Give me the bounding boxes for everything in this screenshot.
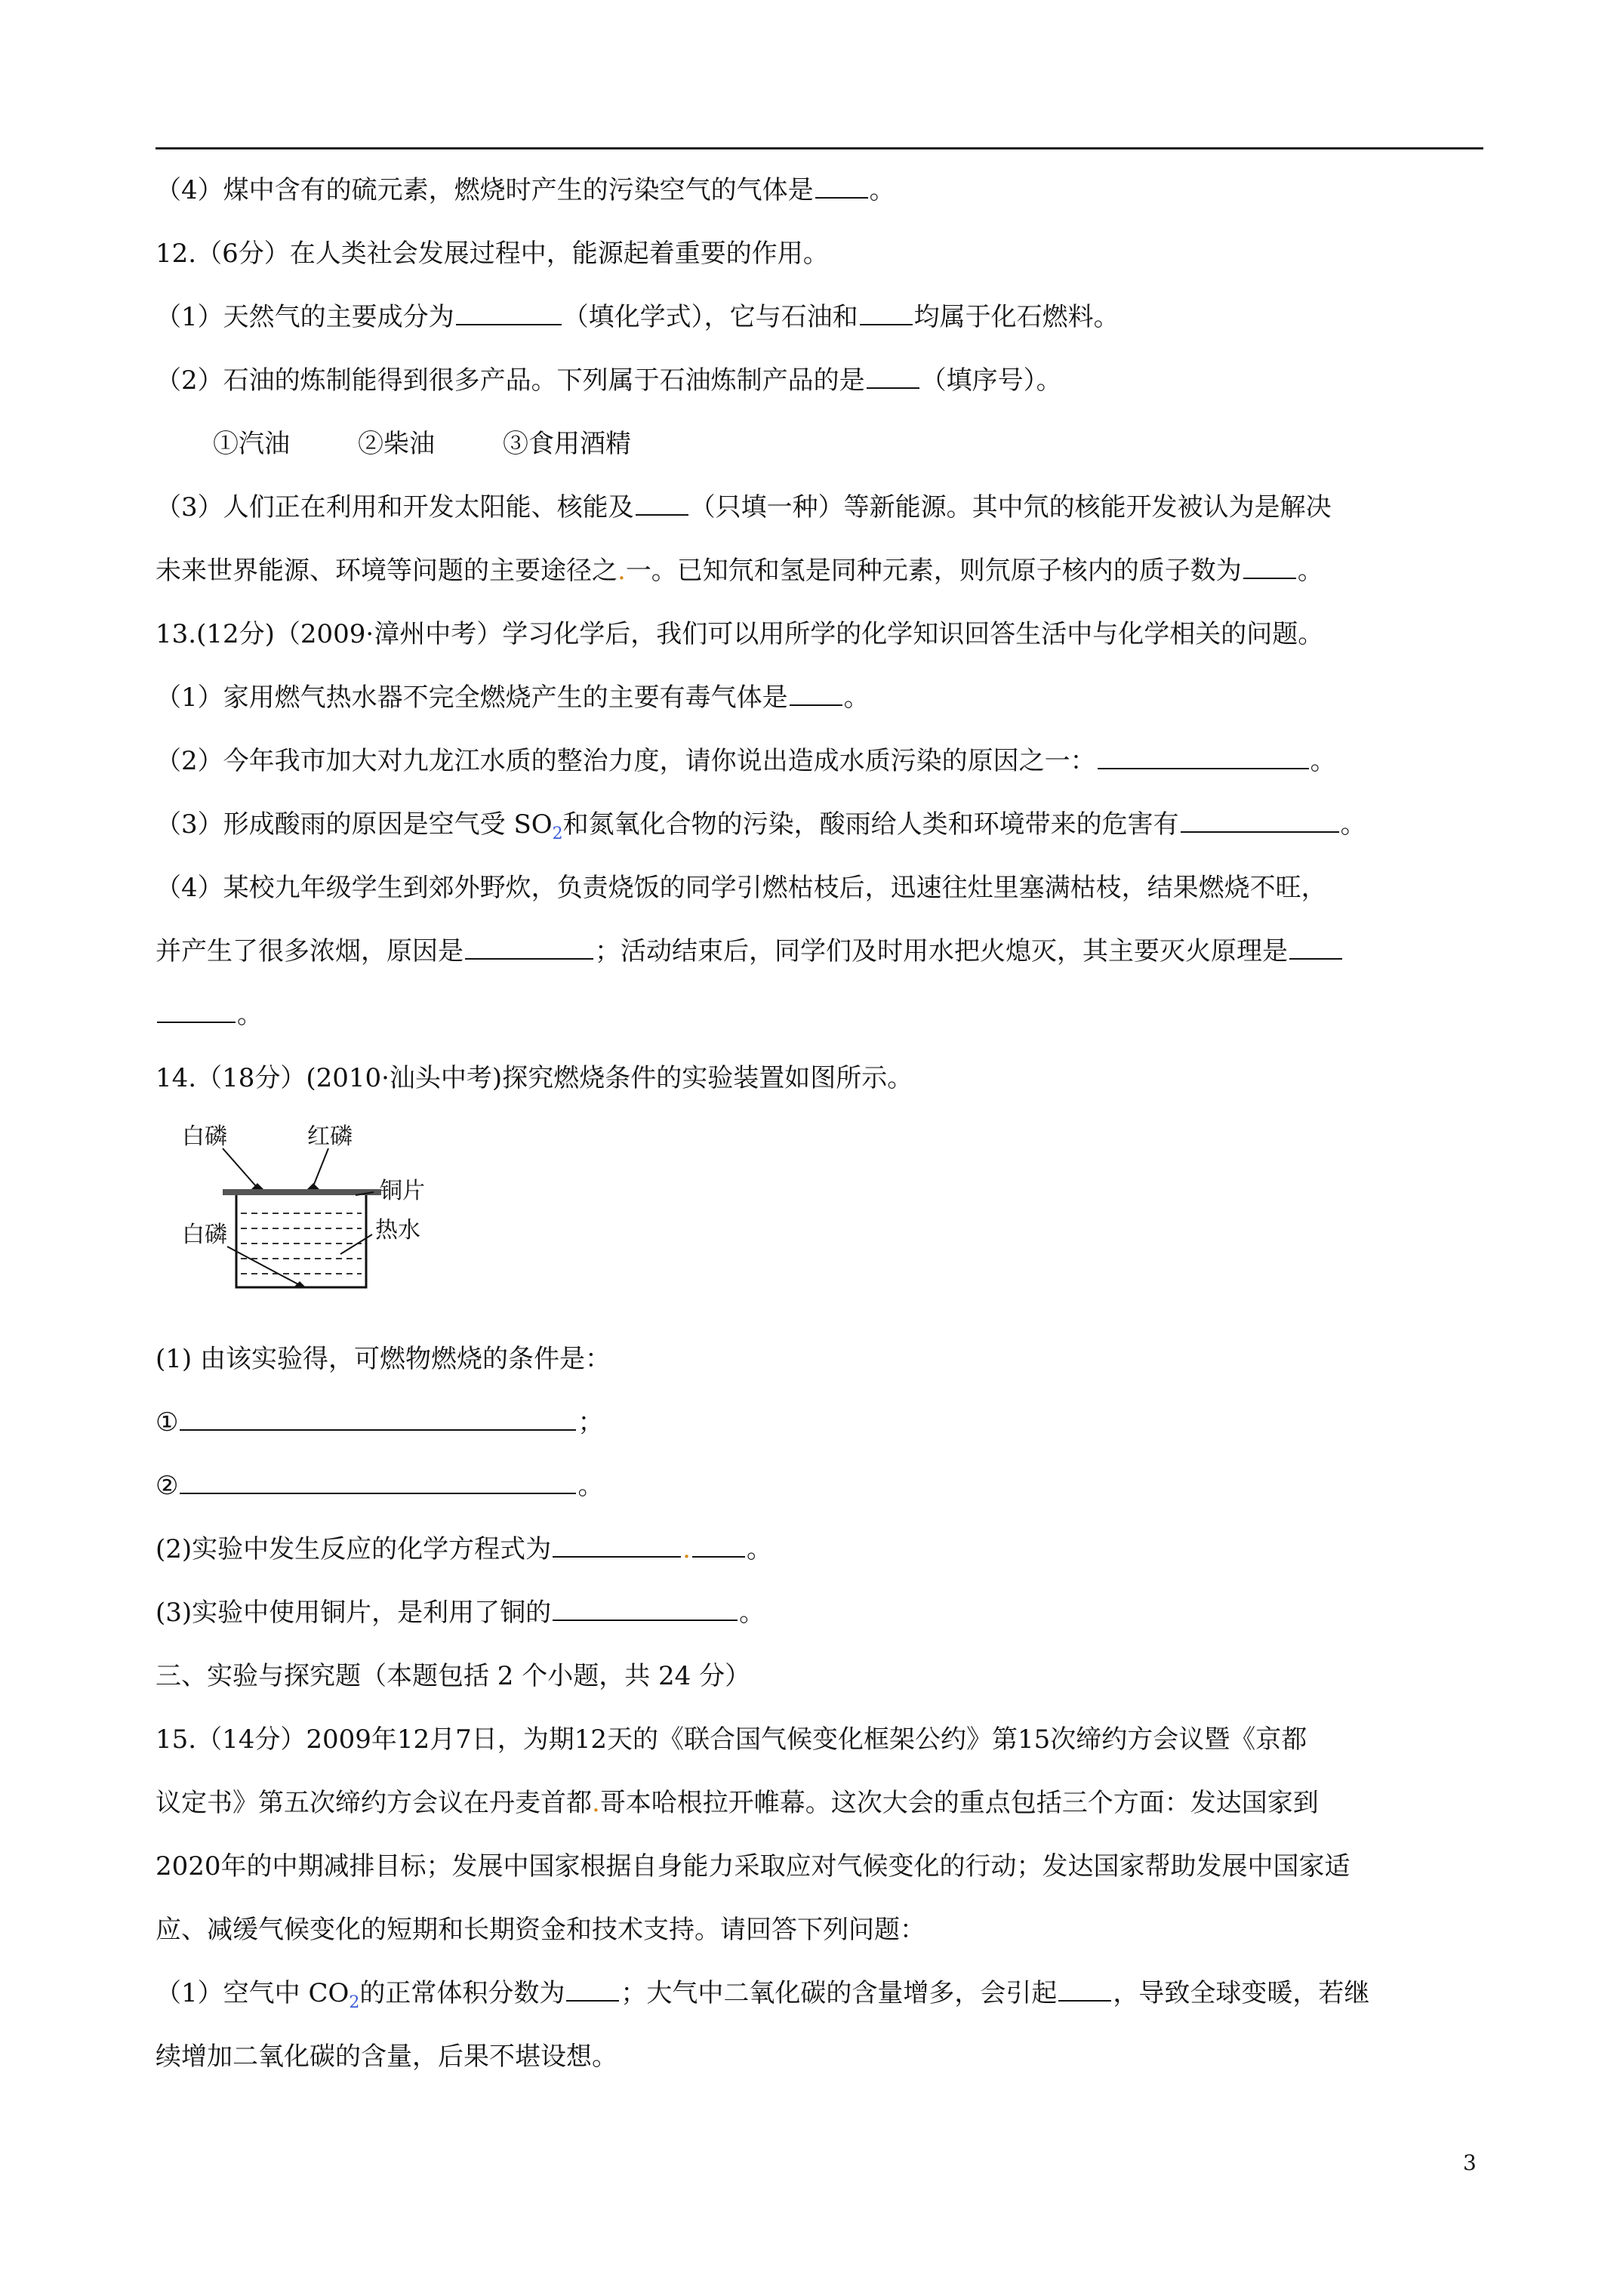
q14-part3 (156, 1596, 765, 1629)
answer-blank[interactable] (465, 935, 593, 960)
label-copper: 铜片 (380, 1178, 425, 1204)
q12-p1-a: （1）天然气的主要成分为 (156, 302, 454, 332)
q12-part2 (156, 364, 1062, 397)
pointer-line (227, 1247, 298, 1284)
q15-p1-a: （1）空气中 CO (156, 1978, 350, 2008)
answer-blank[interactable] (1181, 809, 1339, 833)
q13-part2 (156, 744, 1336, 778)
q15-line3: 2020年的中期减排目标；发展中国家根据自身能力采取应对气候变化的行动；发达国家帮助发展中国家适 (156, 1851, 1350, 1881)
option-2: ②柴油 (358, 429, 435, 459)
c1-end: ； (577, 1407, 604, 1438)
answer-blank[interactable] (636, 492, 688, 516)
answer-blank[interactable] (456, 301, 562, 325)
q15-line2 (156, 1786, 1319, 1820)
q15-p1-b: 的正常体积分数为 (359, 1978, 565, 2008)
c2-end: 。 (577, 1471, 604, 1501)
q13-part4-line1: （4）某校九年级学生到郊外野炊，负责烧饭的同学引燃枯枝后，迅速往灶里塞满枯枝，结果燃烧不旺， (156, 873, 1327, 903)
q12-part3-line1 (156, 491, 1332, 524)
q14-title: 14.（18分）(2010·汕头中考)探究燃烧条件的实验装置如图所示。 (156, 1063, 913, 1093)
answer-blank[interactable] (566, 1977, 619, 2002)
q13-p1-a: （1）家用燃气热水器不完全燃烧产生的主要有毒气体是 (156, 683, 788, 713)
answer-blank[interactable] (157, 999, 236, 1023)
red-phosphorus-piece (307, 1183, 319, 1189)
q14-part1: (1) 由该实验得，可燃物燃烧的条件是： (156, 1344, 611, 1374)
header-rule (156, 147, 1483, 149)
q13-part4-line2 (156, 935, 1344, 968)
q13-p3-c: 。 (1340, 809, 1366, 840)
q13-p4-end: 。 (237, 1000, 263, 1030)
q14-p2-a: (2)实验中发生反应的化学方程式为 (156, 1534, 552, 1564)
q13-p4-b: ；活动结束后，同学们及时用水把火熄灭，其主要灭火原理是 (595, 936, 1288, 966)
q12-p3-a: （3）人们正在利用和开发太阳能、核能及 (156, 492, 634, 522)
q13-p3-b: 和氮氧化合物的污染，酸雨给人类和环境带来的危害有 (562, 809, 1179, 840)
answer-blank[interactable] (692, 1533, 745, 1558)
q14-p3-b: 。 (739, 1598, 765, 1628)
q13-part1 (156, 681, 870, 714)
label-red-phosphorus: 红磷 (307, 1123, 353, 1150)
q12-p3-line2-c: 。 (1297, 556, 1323, 586)
q12-title: 12.（6分）在人类社会发展过程中，能源起着重要的作用。 (156, 239, 829, 269)
answer-blank[interactable] (860, 301, 913, 325)
answer-blank[interactable] (180, 1407, 576, 1431)
label-hot-water: 热水 (375, 1217, 420, 1244)
q13-p2-a: （2）今年我市加大对九龙江水质的整治力度，请你说出造成水质污染的原因之一： (156, 746, 1096, 776)
combustion-apparatus-diagram (177, 1114, 449, 1310)
answer-blank[interactable] (553, 1533, 681, 1558)
page-number: 3 (1463, 2150, 1477, 2175)
q12-p1-c: 均属于化石燃料。 (913, 302, 1119, 332)
q14-part2 (156, 1533, 772, 1566)
q15-p1-c: ；大气中二氧化碳的含量增多，会引起 (621, 1978, 1058, 2008)
q13-p1-b: 。 (843, 683, 870, 713)
option-3: ③食用酒精 (503, 429, 631, 459)
pointer-line (223, 1148, 256, 1186)
q13-p4-a: 并产生了很多浓烟，原因是 (156, 936, 463, 966)
q15-line1: 15.（14分）2009年12月7日，为期12天的《联合国气候变化框架公约》第15次缔约方会议暨《京都 (156, 1724, 1307, 1755)
q12-p3-b: （只填一种）等新能源。其中氘的核能开发被认为是解决 (689, 492, 1332, 522)
q15-line2-a: 议定书》第五次缔约方会议在丹麦首都 (156, 1788, 592, 1818)
q13-part3 (156, 808, 1366, 851)
q11-part4-end: 。 (869, 175, 895, 205)
answer-blank[interactable] (1243, 555, 1296, 579)
answer-blank[interactable] (1098, 745, 1309, 769)
q12-p3-line2-b: 一。已知氘和氢是同种元素，则氘原子核内的质子数为 (625, 556, 1242, 586)
q12-options (213, 427, 699, 461)
q14-condition1 (156, 1406, 603, 1439)
circled-1: ① (156, 1407, 179, 1438)
answer-blank[interactable] (1289, 935, 1342, 960)
q11-part4 (156, 174, 895, 207)
q14-p3-a: (3)实验中使用铜片，是利用了铜的 (156, 1598, 552, 1628)
pointer-line (340, 1234, 372, 1254)
subscript: 2 (349, 1993, 360, 2012)
q12-p3-line2-a: 未来世界能源、环境等问题的主要途径之 (156, 556, 617, 586)
q12-p1-b: （填化学式），它与石油和 (562, 302, 858, 332)
answer-blank[interactable] (867, 365, 919, 389)
answer-blank[interactable] (553, 1597, 738, 1621)
q13-part4-line3 (156, 998, 263, 1031)
q12-part3-line2 (156, 554, 1323, 587)
q13-p3-a: （3）形成酸雨的原因是空气受 SO (156, 809, 553, 840)
q15-part1-line1 (156, 1977, 1369, 2020)
q13-p2-b: 。 (1310, 746, 1336, 776)
q12-part1 (156, 300, 1119, 334)
q12-p2-b: （填序号）。 (920, 365, 1062, 396)
answer-blank[interactable] (815, 174, 868, 199)
answer-blank[interactable] (180, 1470, 576, 1494)
q15-p1-d: ，导致全球变暖，若继 (1113, 1978, 1370, 2008)
label-white-phosphorus-top: 白磷 (182, 1123, 227, 1150)
q11-part4-text: （4）煤中含有的硫元素，燃烧时产生的污染空气的气体是 (156, 175, 814, 205)
subscript: 2 (552, 824, 563, 843)
stray-dot: . (592, 1788, 600, 1818)
section-3-heading: 三、实验与探究题（本题包括 2 个小题，共 24 分） (156, 1661, 751, 1691)
hot-water (241, 1213, 362, 1274)
label-white-phosphorus-bottom: 白磷 (182, 1222, 227, 1248)
pointer-line (313, 1148, 328, 1186)
q14-condition2 (156, 1469, 603, 1502)
q15-part1-line2: 续增加二氧化碳的含量，后果不堪设想。 (156, 2042, 617, 2072)
answer-blank[interactable] (790, 682, 842, 706)
q14-p2-b: 。 (746, 1534, 772, 1564)
option-1: ①汽油 (213, 429, 290, 459)
stray-dot: . (617, 556, 626, 586)
circled-2: ② (156, 1471, 179, 1501)
q12-p2-a: （2）石油的炼制能得到很多产品。下列属于石油炼制产品的是 (156, 365, 865, 396)
q13-title: 13.(12分)（2009·漳州中考）学习化学后，我们可以用所学的化学知识回答生活中与化学相关的问题。 (156, 619, 1324, 649)
q15-line2-b: 哥本哈根拉开帷幕。这次大会的重点包括三个方面：发达国家到 (599, 1788, 1319, 1818)
q15-line4: 应、减缓气候变化的短期和长期资金和技术支持。请回答下列问题： (156, 1915, 925, 1945)
answer-blank[interactable] (1058, 1977, 1111, 2002)
stray-dot: . (682, 1534, 691, 1564)
